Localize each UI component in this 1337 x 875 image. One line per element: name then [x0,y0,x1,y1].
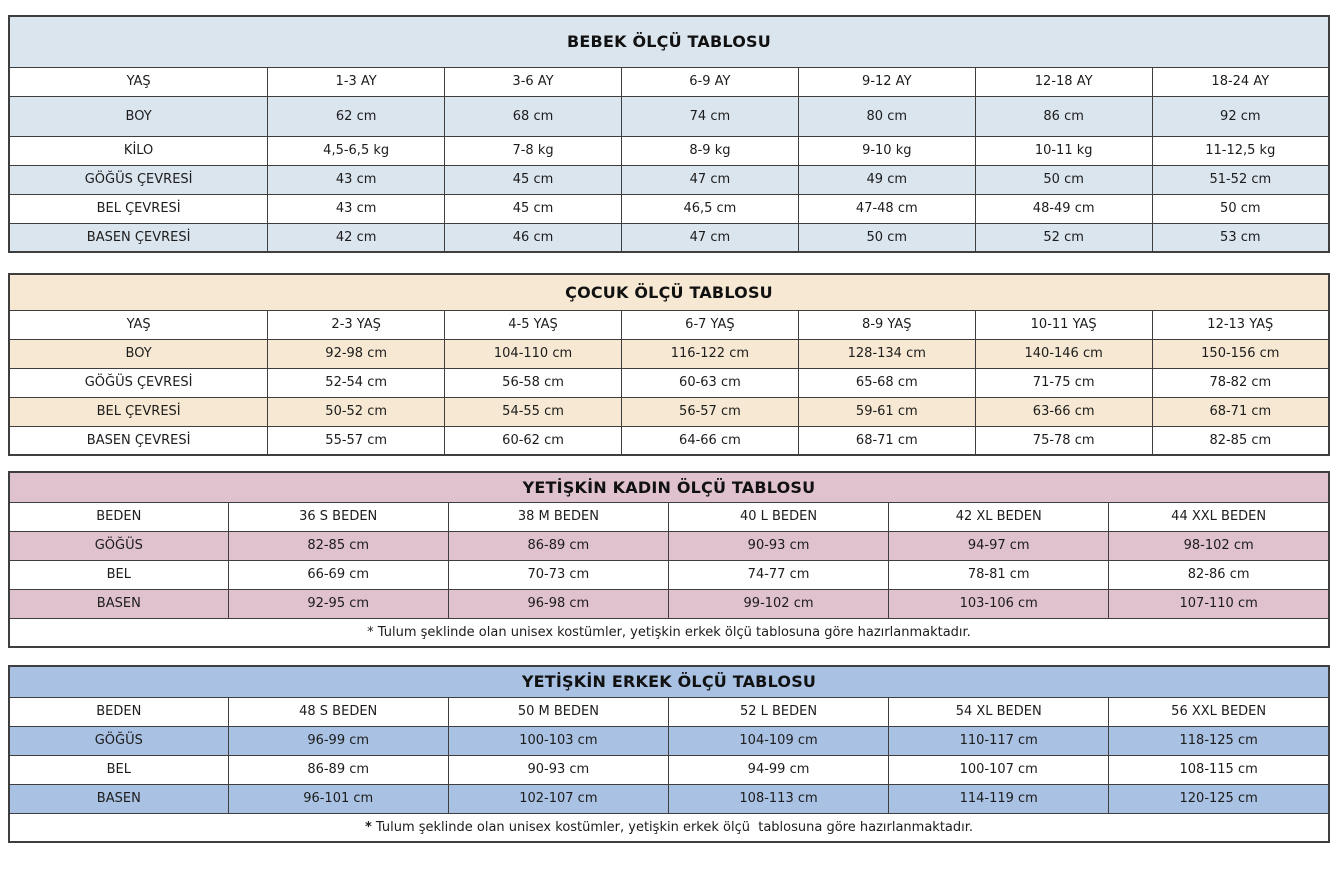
value-cell: 104-110 cm [445,339,622,368]
table-row [9,223,1329,252]
value-cell: 3-6 AY [445,67,622,96]
value-cell: 140-146 cm [975,339,1152,368]
value-cell: 92-98 cm [268,339,445,368]
size-table-erkek [8,665,1330,843]
value-cell: 94-99 cm [668,755,888,784]
row-label: BEDEN [9,502,228,531]
table-row [9,96,1329,136]
value-cell: 7-8 kg [445,136,622,165]
value-cell: 4-5 YAŞ [445,310,622,339]
value-cell: 48 S BEDEN [228,697,448,726]
table-title: YETİŞKİN ERKEK ÖLÇÜ TABLOSU [9,666,1329,697]
value-cell: 107-110 cm [1109,589,1329,618]
value-cell: 94-97 cm [889,531,1109,560]
value-cell: 64-66 cm [621,426,798,455]
row-label: GÖĞÜS [9,531,228,560]
row-label: BEL ÇEVRESİ [9,397,268,426]
value-cell: 82-85 cm [1152,426,1329,455]
value-cell: 9-10 kg [798,136,975,165]
value-cell: 42 XL BEDEN [889,502,1109,531]
row-label: BEL ÇEVRESİ [9,194,268,223]
table-row [9,397,1329,426]
title-row [9,16,1329,67]
value-cell: 68-71 cm [1152,397,1329,426]
value-cell: 98-102 cm [1109,531,1329,560]
value-cell: 75-78 cm [975,426,1152,455]
table-row [9,502,1329,531]
value-cell: 43 cm [268,194,445,223]
footnote-text: Tulum şeklinde olan unisex kostümler, yetişkin erkek ölçü tablosuna göre hazırlanmaktadır. [371,819,974,835]
table-row [9,697,1329,726]
table-row [9,165,1329,194]
value-cell: 10-11 YAŞ [975,310,1152,339]
value-cell: 4,5-6,5 kg [268,136,445,165]
row-label: GÖĞÜS [9,726,228,755]
value-cell: 9-12 AY [798,67,975,96]
value-cell: 68 cm [445,96,622,136]
size-table-bebek [8,15,1330,253]
row-label: KİLO [9,136,268,165]
value-cell: 59-61 cm [798,397,975,426]
row-label: YAŞ [9,67,268,96]
value-cell: 96-99 cm [228,726,448,755]
value-cell: 78-81 cm [889,560,1109,589]
value-cell: 50 M BEDEN [448,697,668,726]
value-cell: 86 cm [975,96,1152,136]
value-cell: 60-63 cm [621,368,798,397]
value-cell: 43 cm [268,165,445,194]
value-cell: 52-54 cm [268,368,445,397]
row-label: BASEN ÇEVRESİ [9,426,268,455]
value-cell: 63-66 cm [975,397,1152,426]
value-cell: 48-49 cm [975,194,1152,223]
row-label: BEDEN [9,697,228,726]
value-cell: 54-55 cm [445,397,622,426]
value-cell: 12-13 YAŞ [1152,310,1329,339]
value-cell: 52 cm [975,223,1152,252]
value-cell: 82-85 cm [228,531,448,560]
table-row [9,784,1329,813]
value-cell: 82-86 cm [1109,560,1329,589]
value-cell: 80 cm [798,96,975,136]
value-cell: 47 cm [621,165,798,194]
value-cell: 6-9 AY [621,67,798,96]
value-cell: 56-58 cm [445,368,622,397]
value-cell: 45 cm [445,165,622,194]
title-row [9,666,1329,697]
row-label: GÖĞÜS ÇEVRESİ [9,368,268,397]
value-cell: 1-3 AY [268,67,445,96]
value-cell: 2-3 YAŞ [268,310,445,339]
value-cell: 52 L BEDEN [668,697,888,726]
table-title: YETİŞKİN KADIN ÖLÇÜ TABLOSU [9,472,1329,502]
value-cell: 49 cm [798,165,975,194]
table-row [9,67,1329,96]
value-cell: 50 cm [798,223,975,252]
table-title: ÇOCUK ÖLÇÜ TABLOSU [9,274,1329,310]
value-cell: 116-122 cm [621,339,798,368]
value-cell: 47-48 cm [798,194,975,223]
value-cell: 50-52 cm [268,397,445,426]
value-cell: 65-68 cm [798,368,975,397]
value-cell: 46 cm [445,223,622,252]
row-label: BEL [9,560,228,589]
value-cell: 60-62 cm [445,426,622,455]
value-cell: 66-69 cm [228,560,448,589]
value-cell: 8-9 YAŞ [798,310,975,339]
value-cell: 38 M BEDEN [448,502,668,531]
table-row [9,194,1329,223]
footnote [9,813,1329,842]
value-cell: 12-18 AY [975,67,1152,96]
size-table-cocuk [8,273,1330,456]
row-label: BEL [9,755,228,784]
title-row [9,274,1329,310]
row-label: BASEN ÇEVRESİ [9,223,268,252]
table-row [9,426,1329,455]
value-cell: 6-7 YAŞ [621,310,798,339]
table-row [9,531,1329,560]
value-cell: 92 cm [1152,96,1329,136]
value-cell: 86-89 cm [448,531,668,560]
footnote-row [9,813,1329,842]
value-cell: 62 cm [268,96,445,136]
value-cell: 96-101 cm [228,784,448,813]
value-cell: 36 S BEDEN [228,502,448,531]
size-table-kadin [8,471,1330,648]
value-cell: 11-12,5 kg [1152,136,1329,165]
value-cell: 51-52 cm [1152,165,1329,194]
table-row [9,310,1329,339]
table-row [9,136,1329,165]
value-cell: 53 cm [1152,223,1329,252]
row-label: GÖĞÜS ÇEVRESİ [9,165,268,194]
table-title: BEBEK ÖLÇÜ TABLOSU [9,16,1329,67]
value-cell: 100-107 cm [889,755,1109,784]
value-cell: 118-125 cm [1109,726,1329,755]
table-row [9,726,1329,755]
value-cell: 50 cm [975,165,1152,194]
value-cell: 44 XXL BEDEN [1109,502,1329,531]
row-label: BASEN [9,589,228,618]
row-label: BOY [9,339,268,368]
value-cell: 47 cm [621,223,798,252]
table-row [9,339,1329,368]
value-cell: 78-82 cm [1152,368,1329,397]
value-cell: 90-93 cm [668,531,888,560]
value-cell: 104-109 cm [668,726,888,755]
value-cell: 18-24 AY [1152,67,1329,96]
value-cell: 56-57 cm [621,397,798,426]
value-cell: 128-134 cm [798,339,975,368]
footnote-marker: * [364,819,372,835]
table-row [9,589,1329,618]
value-cell: 86-89 cm [228,755,448,784]
value-cell: 45 cm [445,194,622,223]
value-cell: 10-11 kg [975,136,1152,165]
value-cell: 96-98 cm [448,589,668,618]
row-label: BOY [9,96,268,136]
footnote-text: Tulum şeklinde olan unisex kostümler, yetişkin erkek ölçü tablosuna göre hazırlanmaktadır. [373,624,971,640]
value-cell: 68-71 cm [798,426,975,455]
value-cell: 74 cm [621,96,798,136]
value-cell: 55-57 cm [268,426,445,455]
value-cell: 42 cm [268,223,445,252]
value-cell: 92-95 cm [228,589,448,618]
value-cell: 70-73 cm [448,560,668,589]
value-cell: 99-102 cm [668,589,888,618]
value-cell: 46,5 cm [621,194,798,223]
value-cell: 54 XL BEDEN [889,697,1109,726]
value-cell: 150-156 cm [1152,339,1329,368]
value-cell: 40 L BEDEN [668,502,888,531]
value-cell: 103-106 cm [889,589,1109,618]
value-cell: 71-75 cm [975,368,1152,397]
value-cell: 50 cm [1152,194,1329,223]
tables-root [8,15,1330,843]
table-row [9,368,1329,397]
footnote [9,618,1329,647]
value-cell: 90-93 cm [448,755,668,784]
value-cell: 114-119 cm [889,784,1109,813]
value-cell: 102-107 cm [448,784,668,813]
value-cell: 74-77 cm [668,560,888,589]
footnote-row [9,618,1329,647]
value-cell: 120-125 cm [1109,784,1329,813]
table-row [9,560,1329,589]
value-cell: 108-113 cm [668,784,888,813]
row-label: YAŞ [9,310,268,339]
table-row [9,755,1329,784]
title-row [9,472,1329,502]
value-cell: 100-103 cm [448,726,668,755]
value-cell: 8-9 kg [621,136,798,165]
footnote-marker: * [367,624,374,640]
value-cell: 108-115 cm [1109,755,1329,784]
value-cell: 110-117 cm [889,726,1109,755]
row-label: BASEN [9,784,228,813]
value-cell: 56 XXL BEDEN [1109,697,1329,726]
